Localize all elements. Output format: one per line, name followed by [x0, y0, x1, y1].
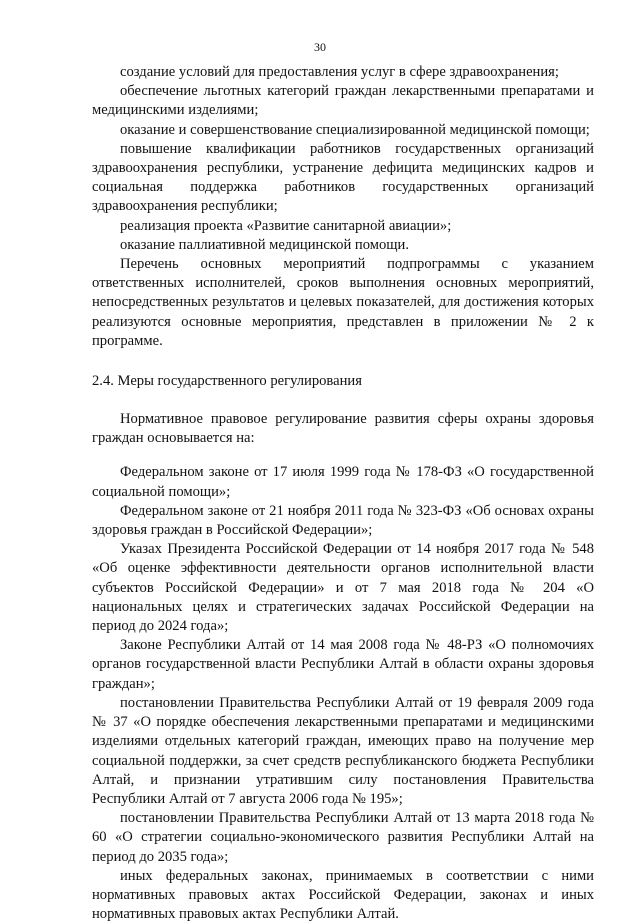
body-text: [92, 63, 594, 924]
paragraph: Нормативное правовое регулирование развития сферы охраны здоровья граждан основывается на:: [92, 411, 594, 447]
paragraph: Федеральном законе от 21 ноября 2011 года № 323-ФЗ «Об основах охраны здоровья граждан в Российской Федерации»;: [92, 502, 594, 539]
paragraph: Законе Республики Алтай от 14 мая 2008 года № 48-РЗ «О полномочиях органов государственной власти Республики Алтай в области охраны здоровья граждан»;: [92, 637, 594, 692]
paragraph: повышение квалификации работников государственных организаций здравоохранения республики, устранение дефицита медицинских кадров и социальная поддержка работников государственных организаций здравоохранения республики;: [92, 140, 594, 215]
paragraph: оказание паллиативной медицинской помощи.: [120, 236, 409, 253]
paragraph: создание условий для предоставления услуг в сфере здравоохранения;: [120, 64, 559, 80]
paragraph: Перечень основных мероприятий подпрограммы с указанием ответственных исполнителей, сроков выполнения основных мероприятий, непосредственных результатов и целевых показателей, для достижения которых реализуются основные мероприятия, представлен в приложении № 2 к программе.: [92, 256, 594, 349]
paragraph: Федеральном законе от 17 июля 1999 года № 178-ФЗ «О государственной социальной помощи»;: [92, 464, 594, 500]
paragraph: реализация проекта «Развитие санитарной авиации»;: [120, 217, 452, 234]
paragraph: иных федеральных законах, принимаемых в соответствии с ними нормативных правовых актах Российской Федерации, законах и иных нормативных правовых актах Республики Алтай.: [92, 867, 594, 923]
page-number: 30: [314, 40, 326, 54]
paragraph: постановлении Правительства Республики Алтай от 13 марта 2018 года № 60 «О стратегии социально-экономического развития Республики Алтай на период до 2035 года»;: [92, 810, 594, 865]
section-heading: 2.4. Меры государственного регулирования: [92, 373, 362, 390]
paragraph: оказание и совершенствование специализированной медицинской помощи;: [120, 121, 590, 138]
paragraph: обеспечение льготных категорий граждан лекарственными препаратами и медицинскими изделиями;: [92, 83, 594, 119]
paragraph: Указах Президента Российской Федерации от 14 ноября 2017 года № 548 «Об оценке эффективности деятельности органов исполнительной власти субъектов Российской Федерации» и от 7 мая 2018 года № 204 «О национальных целях и стратегических задачах Российской Федерации на период до 2024 года»;: [92, 541, 594, 635]
paragraph: постановлении Правительства Республики Алтай от 19 февраля 2009 года № 37 «О порядке обеспечения лекарственными препаратами и медицинскими изделиями отдельных категорий граждан, имеющих право на получение мер социальной поддержки, за счет средств республиканского бюджета Республики Алтай, и признании утратившим силу постановления Правительства Республики Алтай от 7 августа 2006 года № 195»;: [92, 694, 594, 807]
